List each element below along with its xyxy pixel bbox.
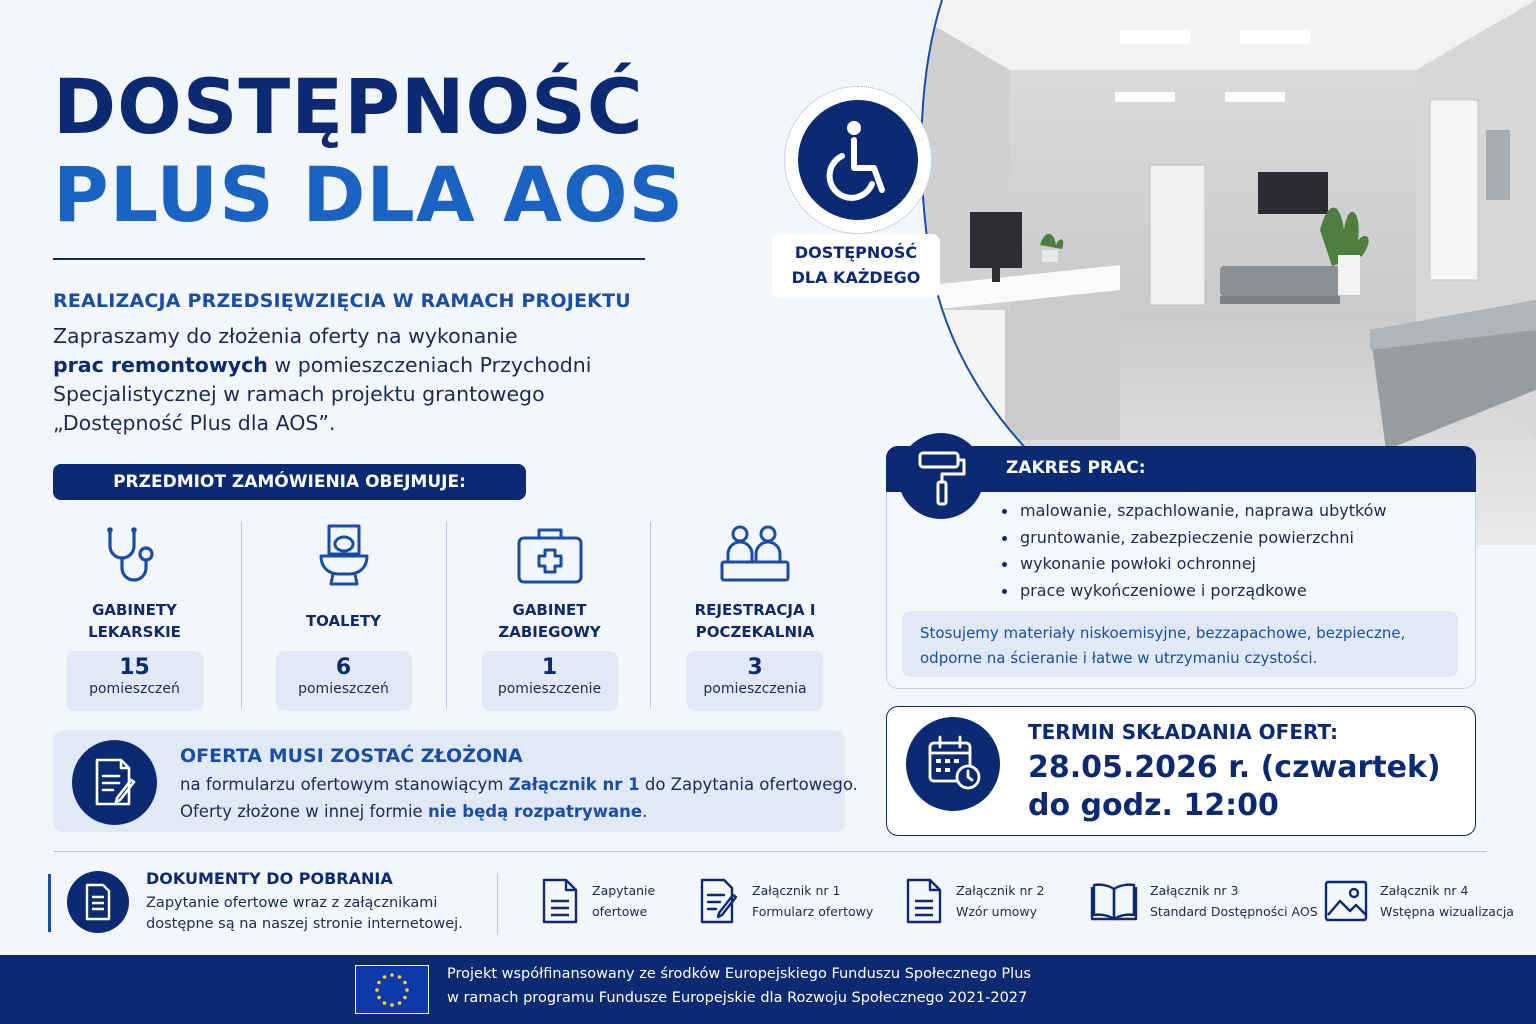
list-item: wykonanie powłoki ochronnej [1002, 551, 1387, 578]
scope-count-box [275, 651, 412, 711]
scope-count-box [66, 651, 203, 711]
work-scope-icon-circle [898, 433, 984, 519]
documents-title: DOKUMENTY DO POBRANIA [146, 869, 393, 888]
footer-line-1: Projekt współfinansowany ze środków Europejskiego Funduszu Społecznego Plus [447, 966, 1031, 982]
file-name: Załącznik nr 4 [1380, 883, 1469, 898]
eu-stars-icon [356, 966, 428, 1013]
scope-item-toilets [241, 518, 446, 718]
work-scope-list [1002, 498, 1387, 604]
paint-roller-icon [898, 433, 984, 519]
document-pen-icon [72, 740, 157, 825]
deadline-title: TERMIN SKŁADANIA OFERT: [1028, 720, 1339, 744]
documents-separator [497, 873, 498, 935]
intro-part-2: w pomieszczeniach Przychodni Specjalistycznej w ramach projektu grantowego „Dostępność Plus dla AOS”. [53, 353, 592, 435]
scope-unit: pomieszczenia [703, 681, 807, 697]
scope-item-reception [653, 518, 857, 718]
offer-line-2: Oferty złożone w innej formie nie będą rozpatrywane. [180, 802, 648, 821]
deadline-icon-circle [906, 717, 1000, 811]
file-desc: Wstępna wizualizacja [1380, 904, 1514, 919]
documents-icon-circle [67, 871, 129, 933]
stethoscope-icon [100, 522, 170, 588]
scope-count: 6 [335, 655, 352, 680]
scope-count: 15 [119, 655, 150, 680]
work-scope-title: ZAKRES PRAC: [1006, 458, 1146, 478]
eu-flag-logo [355, 965, 429, 1014]
download-file-4[interactable] [1090, 876, 1318, 926]
documents-description: Zapytanie ofertowe wraz z załącznikami dostępne są na naszej stronie internetowej. [146, 895, 463, 932]
scope-label: GABINET ZABIEGOWY [498, 601, 601, 641]
intro-part-1: Zapraszamy do złożenia oferty na wykonanie [53, 324, 518, 348]
scope-label: REJESTRACJA I POCZEKALNIA [694, 601, 816, 641]
scope-label: TOALETY [305, 612, 382, 630]
scope-count-box [687, 651, 824, 711]
scope-count: 1 [541, 655, 558, 680]
title-line-2: PLUS DLA AOS [53, 150, 685, 239]
download-file-5[interactable] [1324, 876, 1514, 926]
book-icon [1090, 879, 1138, 923]
document-icon [540, 877, 580, 925]
materials-note: Stosujemy materiały niskoemisyjne, bezzapachowe, bezpieczne, odporne na ścieranie i łatwe w utrzymaniu czystości. [902, 611, 1458, 677]
calendar-clock-icon [906, 717, 1000, 811]
scope-label: GABINETY LEKARSKIE [88, 601, 181, 641]
file-name: Załącznik nr 3 [1150, 883, 1239, 898]
title-line-1: DOSTĘPNOŚĆ [53, 62, 644, 151]
file-desc: Wzór umowy [956, 904, 1038, 919]
form-edit-icon [698, 877, 740, 925]
download-file-3[interactable] [904, 876, 1044, 926]
scope-item-offices [32, 518, 237, 718]
list-item: gruntowanie, zabezpieczenie powierzchni [1002, 525, 1387, 552]
download-file-2[interactable] [698, 876, 873, 926]
file-desc: ofertowe [592, 904, 648, 919]
intro-bold: prac remontowych [53, 353, 268, 377]
deadline-time: do godz. 12:00 [1028, 788, 1279, 823]
toilet-icon [309, 522, 379, 588]
reception-icon [720, 522, 790, 588]
offer-line-1: na formularzu ofertowym stanowiącym Załącznik nr 1 do Zapytania ofertowego. [180, 775, 858, 794]
offer-icon-circle [72, 740, 157, 825]
scope-pill: PRZEDMIOT ZAMÓWIENIA OBEJMUJE: [53, 464, 526, 500]
deadline-date: 28.05.2026 r. (czwartek) [1028, 750, 1441, 785]
file-desc: Standard Dostępności AOS [1150, 904, 1318, 919]
intro-text [53, 322, 653, 438]
list-item: prace wykończeniowe i porządkowe [1002, 578, 1387, 605]
scope-count: 3 [747, 655, 763, 680]
file-desc: Formularz ofertowy [752, 904, 874, 919]
file-name: Załącznik nr 1 [752, 883, 841, 898]
file-name: Załącznik nr 2 [956, 883, 1045, 898]
scope-unit: pomieszczeń [298, 681, 389, 697]
scope-item-treatment [447, 518, 652, 718]
offer-title: OFERTA MUSI ZOSTAĆ ZŁOŻONA [180, 745, 523, 767]
scope-divider [650, 522, 651, 708]
documents-accent-bar [48, 874, 51, 932]
accessibility-label: DOSTĘPNOŚĆ DLA KAŻDEGO [772, 234, 940, 298]
scope-unit: pomieszczenie [497, 681, 602, 697]
subtitle: REALIZACJA PRZEDSIĘWZIĘCIA W RAMACH PROJEKTU [53, 290, 631, 312]
accessibility-icon-circle [798, 100, 918, 220]
scope-unit: pomieszczeń [89, 681, 180, 697]
download-file-1[interactable] [540, 876, 655, 926]
file-name: Zapytanie [592, 883, 656, 898]
image-icon [1324, 879, 1368, 923]
document-icon [904, 877, 944, 925]
footer-line-2: w ramach programu Fundusze Europejskie dla Rozwoju Społecznego 2021-2027 [447, 990, 1028, 1006]
wheelchair-icon [798, 100, 918, 220]
section-divider [53, 851, 1487, 852]
title-divider [53, 258, 645, 260]
scope-count-box [481, 651, 618, 711]
document-icon [67, 871, 129, 933]
first-aid-kit-icon [515, 522, 585, 588]
list-item: malowanie, szpachlowanie, naprawa ubytków [1002, 498, 1387, 525]
